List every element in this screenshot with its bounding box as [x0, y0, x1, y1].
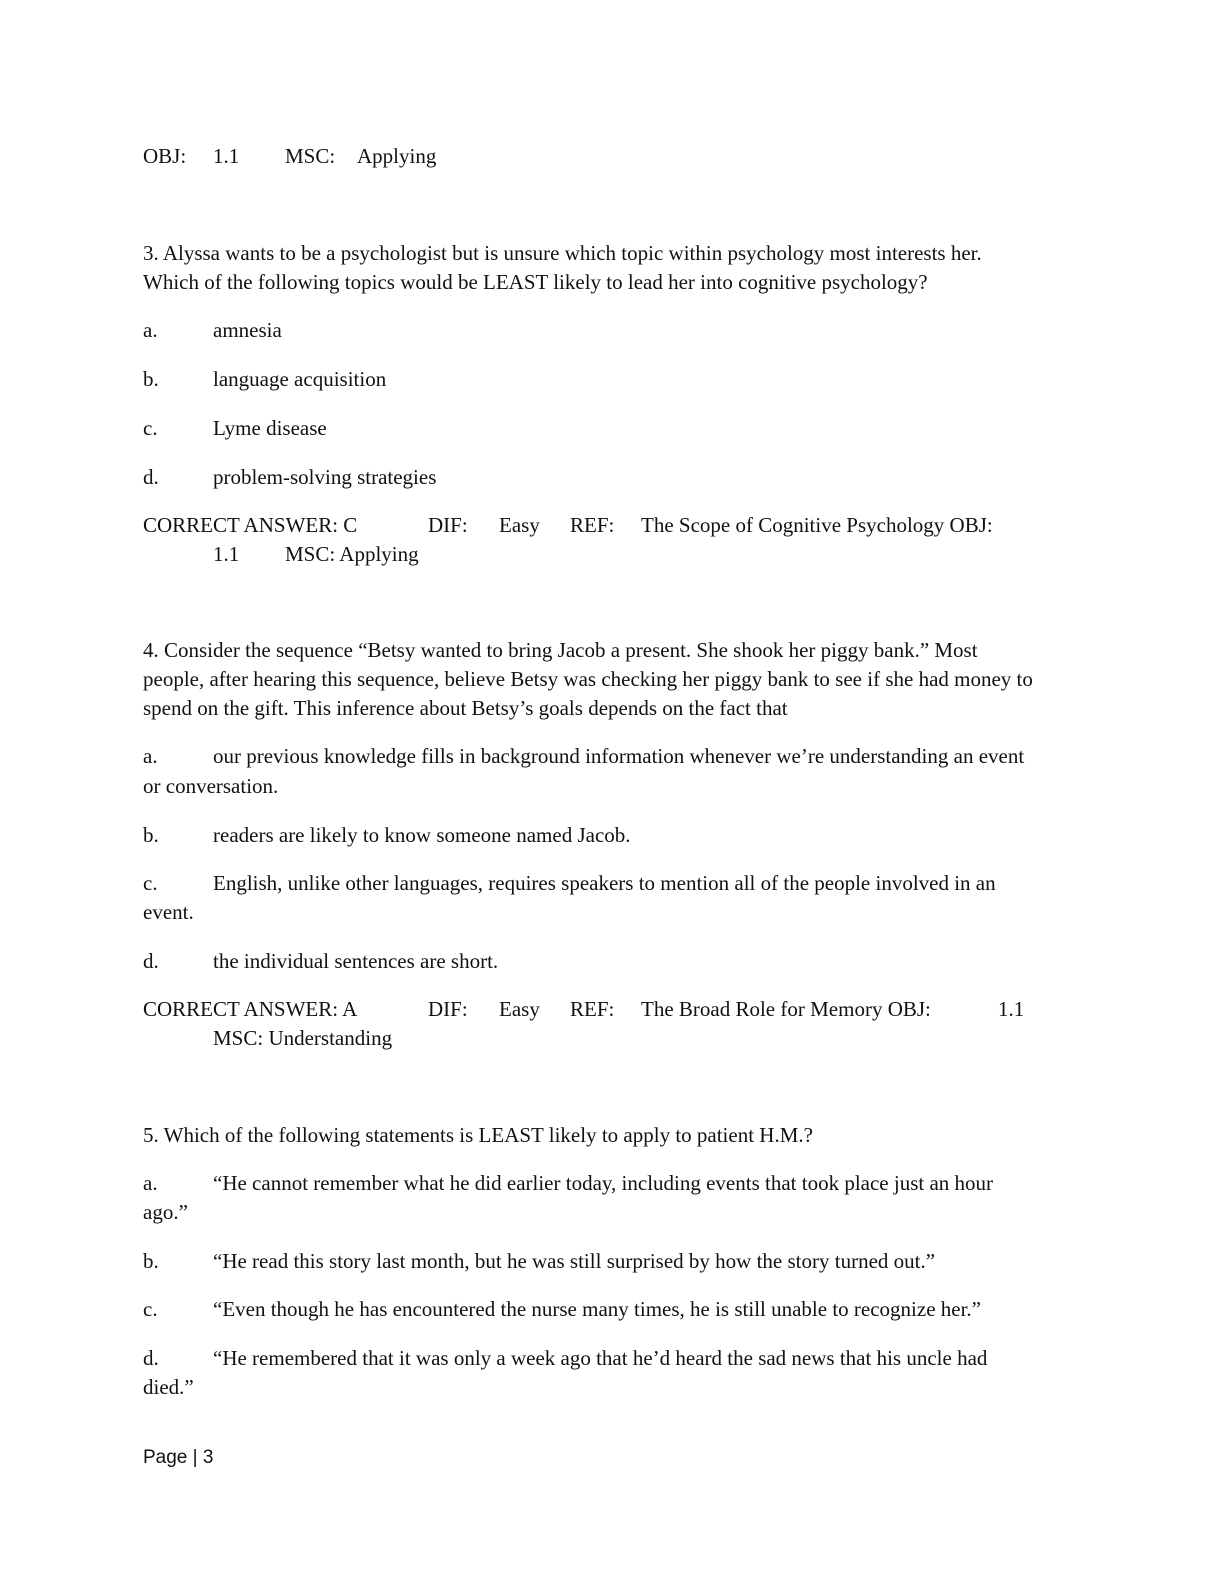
option-text: language acquisition — [213, 367, 387, 391]
obj-value: 1.1 — [213, 144, 240, 168]
question-stem: spend on the gift. This inference about Betsy’s goals depends on the fact that — [143, 696, 788, 720]
option-letter: a. — [143, 744, 158, 768]
option-letter: d. — [143, 949, 159, 973]
option-text: “He remembered that it was only a week ago that he’d heard the sad news that his uncle had — [213, 1346, 988, 1370]
option-letter: d. — [143, 1346, 159, 1370]
option-letter: b. — [143, 1249, 159, 1273]
option-letter: d. — [143, 465, 159, 489]
option-text: the individual sentences are short. — [213, 949, 499, 973]
option-letter: b. — [143, 367, 159, 391]
option-text-continued: died.” — [143, 1375, 194, 1399]
option-text: problem-solving strategies — [213, 465, 437, 489]
dif-value: Easy — [499, 513, 540, 537]
msc-value: MSC: Applying — [285, 542, 419, 566]
obj-value: 1.1 — [213, 542, 240, 566]
ref-value: The Broad Role for Memory OBJ: — [641, 997, 931, 1021]
option-text: “He read this story last month, but he was still surprised by how the story turned out.” — [213, 1249, 936, 1273]
dif-label: DIF: — [428, 513, 468, 537]
option-text: “Even though he has encountered the nurse many times, he is still unable to recognize her.” — [213, 1297, 982, 1321]
option-text-continued: or conversation. — [143, 774, 279, 798]
correct-answer: CORRECT ANSWER: C — [143, 513, 358, 537]
question-stem: 3. Alyssa wants to be a psychologist but is unsure which topic within psychology most interests her. — [143, 241, 982, 265]
option-letter: c. — [143, 416, 158, 440]
obj-value: 1.1 — [998, 997, 1025, 1021]
ref-label: REF: — [570, 997, 615, 1021]
option-text: Lyme disease — [213, 416, 327, 440]
ref-value: The Scope of Cognitive Psychology OBJ: — [641, 513, 993, 537]
option-text: English, unlike other languages, requires speakers to mention all of the people involved in an — [213, 871, 996, 895]
dif-label: DIF: — [428, 997, 468, 1021]
question-stem: 5. Which of the following statements is LEAST likely to apply to patient H.M.? — [143, 1123, 813, 1147]
obj-label: OBJ: — [143, 144, 187, 168]
option-letter: b. — [143, 823, 159, 847]
question-stem: Which of the following topics would be LEAST likely to lead her into cognitive psychology? — [143, 270, 928, 294]
msc-label: MSC: — [285, 144, 336, 168]
correct-answer: CORRECT ANSWER: A — [143, 997, 358, 1021]
dif-value: Easy — [499, 997, 540, 1021]
question-stem: 4. Consider the sequence “Betsy wanted to bring Jacob a present. She shook her piggy bank.” Most — [143, 638, 978, 662]
ref-label: REF: — [570, 513, 615, 537]
option-letter: a. — [143, 318, 158, 342]
option-text-continued: ago.” — [143, 1200, 188, 1224]
option-letter: c. — [143, 871, 158, 895]
option-text-continued: event. — [143, 900, 194, 924]
option-letter: c. — [143, 1297, 158, 1321]
msc-value: Applying — [357, 144, 437, 168]
option-text: “He cannot remember what he did earlier today, including events that took place just an hour — [213, 1171, 994, 1195]
option-text: readers are likely to know someone named Jacob. — [213, 823, 631, 847]
question-stem: people, after hearing this sequence, believe Betsy was checking her piggy bank to see if she had money to — [143, 667, 1033, 691]
msc-value: MSC: Understanding — [213, 1026, 393, 1050]
page-number: Page | 3 — [143, 1447, 214, 1468]
option-text: our previous knowledge fills in background information whenever we’re understanding an event — [213, 744, 1025, 768]
option-text: amnesia — [213, 318, 282, 342]
option-letter: a. — [143, 1171, 158, 1195]
